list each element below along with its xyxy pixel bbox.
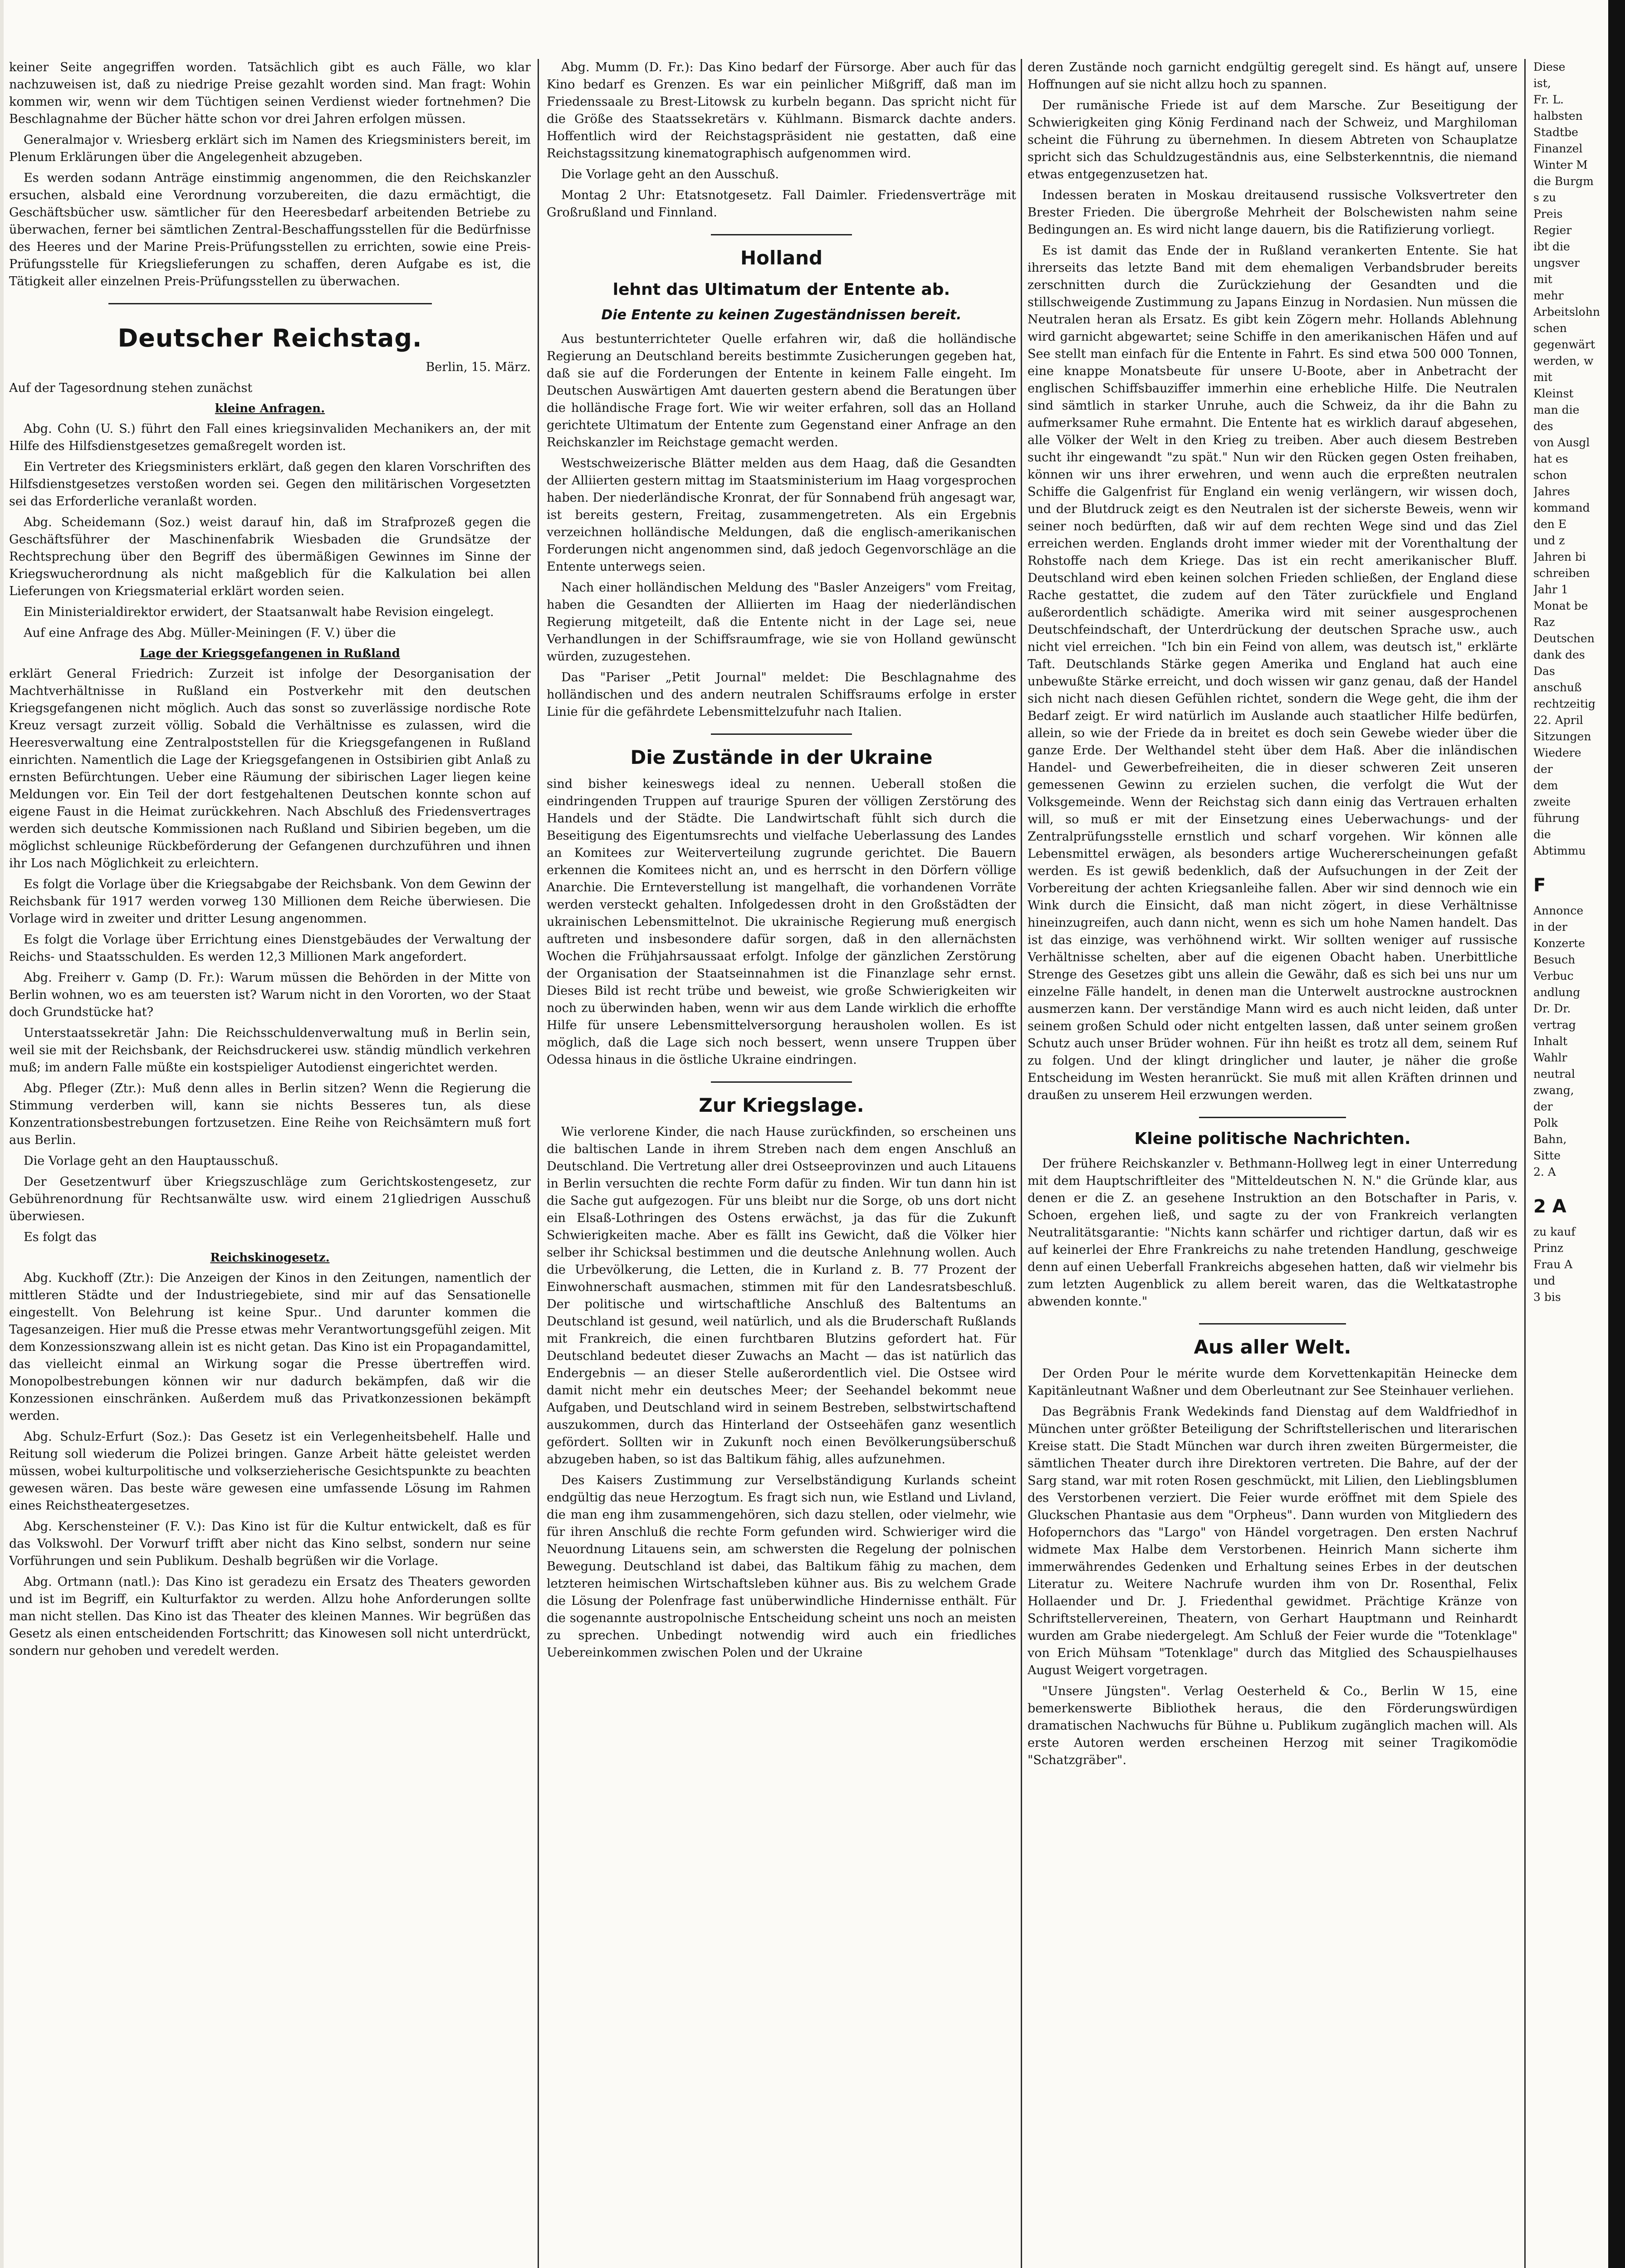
paragraph: Der rumänische Friede ist auf dem Marsche. Zur Beseitigung der Schwierigkeiten ging König Ferdinand nach der Schweiz, und Marghiloman scheint die Führung zu übernehmen. In diesem Abtreten von Schauplatze spricht sich das Schuldzugeständnis aus, eine Selbsterkenntnis, die niemand etwas entgegenzusetzen hat. (1028, 98, 1517, 181)
reichstag-body-2 (9, 665, 531, 1246)
cropped-text-line: Preis (1533, 207, 1563, 220)
cropped-text-line: Polk (1533, 1116, 1558, 1129)
paragraph: Unterstaatssekretär Jahn: Die Reichsschuldenverwaltung muß in Berlin sein, weil sie mit der Reichsbank, der Reichsdruckerei usw. ständig mündlich verkehren muß; im andern Falle müßte ein kostspieliger Autodienst eingerichtet werden. (9, 1026, 531, 1075)
cropped-text-line: Fr. L. (1533, 93, 1564, 106)
cropped-text-line: Frau A (1533, 1258, 1573, 1271)
cropped-text-line: des (1533, 420, 1553, 433)
reichstag-headline: Deutscher Reichstag. (117, 324, 422, 352)
cropped-text-line: Wahlr (1533, 1051, 1567, 1064)
column-c (1028, 59, 1517, 2268)
section-divider (711, 234, 852, 235)
paragraph: Abg. Ortmann (natl.): Das Kino ist geradezu ein Ersatz des Theaters geworden und ist im Begriff, ein Kulturfaktor zu werden. Allzu hohe Anforderungen sollte man nicht stellen. Das Kino ist das Theater des kleinen Mannes. Wir begrüßen das Gesetz als einen entscheidenden Fortschritt; das Kinowesen soll nicht unterdrückt, sondern nur gehoben und veredelt werden. (9, 1575, 531, 1658)
paragraph: Generalmajor v. Wriesberg erklärt sich im Namen des Kriegsministers bereit, im Plenum Erklärungen über die Angelegenheit abzugeben. (9, 133, 531, 164)
reichstag-agenda: Auf der Tagesordnung stehen zunächst (9, 381, 253, 395)
paragraph: Es folgt das (24, 1230, 97, 1244)
cropped-text-line: Dr. Dr. (1533, 1002, 1571, 1015)
cropped-text-line: Raz (1533, 616, 1555, 629)
cropped-text-line: Konzerte (1533, 937, 1585, 950)
cropped-text-line: gegenwärt (1533, 338, 1595, 351)
holland-tagline: Die Entente zu keinen Zugeständnissen bereit. (601, 307, 962, 323)
cropped-text-line: Winter M (1533, 158, 1588, 171)
cropped-text-line: halbsten (1533, 109, 1583, 122)
paragraph: Ein Ministerialdirektor erwidert, der Staatsanwalt habe Revision eingelegt. (24, 605, 494, 619)
holland-subheadline: lehnt das Ultimatum der Entente ab. (612, 280, 950, 299)
cropped-heading: F (1533, 875, 1546, 896)
cropped-text-line: Kleinst (1533, 387, 1574, 400)
paragraph: Abg. Cohn (U. S.) führt den Fall eines kriegsinvaliden Mechanikers an, der mit Hilfe des Hilfsdienstgesetzes gemaßregelt worden ist. (9, 422, 531, 453)
cropped-text-line: Finanzel (1533, 142, 1583, 155)
paragraph: Nach einer holländischen Meldung des "Basler Anzeigers" vom Freitag, haben die Gesandten der Alliierten im Haag der niederländischen Regierung mitgeteilt, daß die Entente nicht in der Lage sei, neue Verhandlungen in der Schiffsraumfrage, wie sie von Holland gewünscht würden, zuzugestehen. (547, 581, 1016, 664)
cropped-text-line: 2. A (1533, 1165, 1556, 1178)
cropped-text-line: Das (1533, 665, 1555, 678)
kriegslage-headline: Zur Kriegslage. (699, 1094, 864, 1116)
cropped-text-line: Annonce (1533, 904, 1584, 917)
cropped-text-line: andlung (1533, 986, 1581, 999)
cropped-text-line: Verbuc (1533, 969, 1574, 982)
scan-edge-shadow (1608, 0, 1625, 2268)
ukraine-headline: Die Zustände in der Ukraine (630, 746, 933, 768)
cropped-text-line: werden, w (1533, 354, 1594, 367)
cropped-text-line: Monat be (1533, 599, 1588, 612)
column-a-intro (9, 59, 531, 290)
paragraph: Abg. Kerschensteiner (F. V.): Das Kino ist für die Kultur entwickelt, daß es für das Volkswohl. Der Vorwurf trifft aber nicht das Kino selbst, sondern nur seine Vorführungen und sein Publikum. Deshalb begrüßen wir die Vorlage. (9, 1520, 531, 1568)
section-divider (1199, 1117, 1346, 1118)
column-b (547, 59, 1016, 2268)
cropped-text-line: Bahn, (1533, 1133, 1567, 1146)
cropped-text-line: vertrag (1533, 1018, 1576, 1031)
cropped-text-line: und z (1533, 534, 1565, 547)
cropped-text-line: zweite (1533, 795, 1571, 808)
section-divider (1199, 1323, 1346, 1325)
cropped-text-line: Arbeitslohn (1533, 305, 1600, 318)
cropped-text-line: Prinz (1533, 1242, 1564, 1255)
paragraph: deren Zustände noch garnicht endgültig geregelt sind. Es hängt auf, unsere Hoffnungen auf sie nicht allzu hoch zu spannen. (1028, 60, 1517, 92)
column-rule (1524, 59, 1526, 2268)
paragraph: Abg. Freiherr v. Gamp (D. Fr.): Warum müssen die Behörden in der Mitte von Berlin wohnen, wo es am teuersten ist? Warum nicht in den Vororten, wo der Staat doch Grundstücke hat? (9, 971, 531, 1019)
cropped-text-line: Sitzungen (1533, 730, 1591, 743)
cropped-text-line: man die (1533, 403, 1580, 416)
cropped-text-line: den E (1533, 518, 1567, 531)
reichstag-dateline: Berlin, 15. März. (426, 360, 531, 374)
paragraph: Der Orden Pour le mérite wurde dem Korvettenkapitän Heinecke dem Kapitänleutnant Waßner und dem Oberleutnant zur See Steinhauer verliehen. (1028, 1367, 1517, 1398)
politik-headline: Kleine politische Nachrichten. (1134, 1129, 1411, 1148)
column-c-intro (1028, 59, 1517, 1104)
paragraph: Abg. Pfleger (Ztr.): Muß denn alles in Berlin sitzen? Wenn die Regierung die Stimmung verderben will, kann sie nichts Besseres tun, als diese Konzentrationsbestrebungen fortzusetzen. Eine Reihe von Reichsämtern muß fort aus Berlin. (9, 1081, 531, 1147)
cropped-text-line: mehr (1533, 289, 1564, 302)
cropped-text-line: ibt die (1533, 240, 1570, 253)
cropped-text-line: ungsver (1533, 256, 1580, 269)
cropped-text-line: mit (1533, 273, 1552, 286)
cropped-text-line: dem (1533, 779, 1558, 792)
cropped-text-line: Besuch (1533, 953, 1576, 966)
column-rule (1021, 59, 1022, 2268)
paragraph: Die Vorlage geht an den Ausschuß. (561, 167, 779, 181)
cropped-text-line: von Ausgl (1533, 436, 1590, 449)
paragraph: Ein Vertreter des Kriegsministers erklärt, daß gegen den klaren Vorschriften des Hilfsdienstgesetzes verstoßen worden sei. Gegen den militärischen Vorgesetzten sei das Erforderliche veranlaßt worden. (9, 460, 531, 508)
cropped-heading: 2 A (1533, 1196, 1566, 1217)
paragraph: Abg. Scheidemann (Soz.) weist darauf hin, daß im Strafprozeß gegen die Geschäftsführer der Maschinenfabrik Wiesbaden die Grundsätze der Rechtsprechung über den Begriff des übermäßigen Gewinnes im Sinne der Kriegswucherordnung als nicht maßgeblich für die Kalkulation bei allen Lieferungen von Kriegsmaterial erklärt worden seien. (9, 515, 531, 598)
reichstag-body-3 (9, 1270, 531, 1660)
welt-body (1028, 1365, 1517, 1769)
cropped-text-line: Jahren bi (1533, 550, 1586, 563)
paragraph: Des Kaisers Zustimmung zur Verselbständigung Kurlands scheint endgültig das neue Herzogtum. Es fragt sich nun, wie Estland und Livland, die man eng ihm zusammengehören, sich dazu stellen, oder vielmehr, wie für ihren Anschluß die rechte Form gefunden wird. Schwieriger wird die Neuordnung Litauens sein, am schwersten die Regelung der polnischen Bewegung. Deutschland ist dabei, das Baltikum fähig zu machen, dem letzteren heimischen Wirtschaftsleben kühner aus. Bis zu welchem Grade die Lösung der Polenfrage fast unüberwindliche Hindernisse enthält. Für die sogenannte austropolnische Entscheidung scheint uns noch an meisten zu sprechen. Unbedingt notwendig wird auch ein friedliches Uebereinkommen zwischen Polen und der Ukraine (547, 1473, 1016, 1660)
cropped-text-line: neutral (1533, 1067, 1575, 1080)
cropped-text-line: in der (1533, 920, 1567, 934)
reichstag-rubric: kleine Anfragen. (215, 402, 325, 415)
cropped-text-line: dank des (1533, 648, 1585, 661)
holland-body (547, 331, 1016, 721)
cropped-text-line: schen (1533, 322, 1567, 335)
cropped-text-line: 3 bis (1533, 1290, 1561, 1304)
cropped-text-line: der (1533, 1100, 1553, 1113)
reichstag-rubric-3: Reichskinogesetz. (210, 1251, 330, 1265)
cropped-text-line: ist, (1533, 77, 1551, 90)
cropped-text-line: s zu (1533, 191, 1556, 204)
paragraph: Auf eine Anfrage des Abg. Müller-Meiningen (F. V.) über die (24, 626, 396, 640)
cropped-text-line: anschuß (1533, 681, 1582, 694)
cropped-text-line: zu kauf (1533, 1225, 1576, 1238)
paragraph: Westschweizerische Blätter melden aus dem Haag, daß die Gesandten der Alliierten gestern mittag im Staatsministerium im Haag vorgesprochen haben. Der niederländische Kronrat, der für Sonnabend früh angesagt war, ist bereits gestern, Freitag, zusammengetreten. Als ein Ergebnis verzeichnen holländische Meldungen, daß die englisch-amerikanischen Forderungen nicht angenommen sind, daß jedoch Gegenvorschläge an die Entente unterwegs seien. (547, 456, 1016, 574)
cropped-text-line: Deutschen (1533, 632, 1595, 645)
cropped-text-line: mit (1533, 371, 1552, 384)
paragraph: "Unsere Jüngsten". Verlag Oesterheld & Co., Berlin W 15, eine bemerkenswerte Bibliothek heraus, die den Förderungswürdigen dramatischen Nachwuchs für Bühne u. Publikum zugänglich machen will. Als erste Autoren werden erscheinen Herzog mit seiner Tragikomödie "Schatzgräber". (1028, 1684, 1517, 1767)
cropped-text-line: Sitte (1533, 1149, 1561, 1162)
section-divider (711, 1081, 852, 1083)
cropped-text-line: zwang, (1533, 1084, 1574, 1097)
reichstag-rubric-2: Lage der Kriegsgefangenen in Rußland (140, 647, 400, 660)
paragraph: Es werden sodann Anträge einstimmig angenommen, die den Reichskanzler ersuchen, alsbald eine Verordnung vorzubereiten, die dazu ermächtigt, die Geschäftsbücher usw. sämtlicher für den Heeresbedarf arbeitenden Betriebe zu überwachen, ferner bei sämtlichen Zentral-Beschaffungsstellen für die Bedürfnisse des Heeres und der Marine Preis-Prüfungsstellen zu errichten, sowie eine Preis-Prüfungsstelle für Kriegslieferungen zu schaffen, deren Aufgabe es ist, die Tätigkeit aller einzelnen Preis-Prüfungsstellen zu überwachen. (9, 171, 531, 288)
cropped-text-line: hat es (1533, 452, 1568, 465)
cropped-text-line: führung (1533, 811, 1580, 825)
paragraph: Die Vorlage geht an den Hauptausschuß. (24, 1154, 279, 1168)
paragraph: sind bisher keineswegs ideal zu nennen. Ueberall stoßen die eindringenden Truppen auf traurige Spuren der völligen Zerstörung des Handels und der Städte. Die Landwirtschaft fühlt sich durch die Beseitigung des Eigentumsrechts und vielfache Ueberlassung des Landes an Komitees zur Weiterverteilung zugrunde gerichtet. Die Bauern erkennen die Komitees nicht an, und es herrscht in den Dörfern völlige Anarchie. Die Ernteverstellung ist mangelhaft, die vorhandenen Vorräte werden versteckt gehalten. Infolgedessen droht in den Großstädten der ukrainischen Lebensmittelnot. Die ukrainische Regierung muß energisch auftreten und insbesondere dafür sorgen, daß in den allernächsten Wochen die Frühjahrsaussaat erfolgt. Infolge der gänzlichen Zerstörung der Organisation der Staatseinnahmen ist die Finanzlage sehr ernst. Dieses Bild ist recht trübe und beweist, wie große Schwierigkeiten wir noch zu überwinden haben, wenn wir aus dem Lande wirklich die erhoffte Hilfe für unsere Lebensmittelversorgung herausholen wollen. Es ist möglich, daß die Lage sich noch bessert, wenn unsere Truppen über Odessa hinaus in die östliche Ukraine eindringen. (547, 777, 1016, 1067)
welt-headline: Aus aller Welt. (1194, 1336, 1351, 1358)
cropped-text-line: Inhalt (1533, 1035, 1568, 1048)
paragraph: Aus bestunterrichteter Quelle erfahren wir, daß die holländische Regierung an Deutschland bereits bestimmte Zusicherungen gegeben hat, daß sie auf die Forderungen der Entente in keinem Falle eingeht. Im Deutschen Auswärtigen Amt dauerten gestern abend die Beratungen über die holländische Frage fort. Wie wir weiter erfahren, soll das an Holland gerichtete Ultimatum der Entente zum Gegenstand einer Anfrage an den Reichskanzler im Reichstage gemacht werden. (547, 332, 1016, 450)
cropped-text-line: kommand (1533, 501, 1590, 514)
cropped-text-line: Diese (1533, 60, 1566, 73)
paragraph: Es folgt die Vorlage über die Kriegsabgabe der Reichsbank. Von dem Gewinn der Reichsbank für 1917 werden vorweg 130 Millionen dem Reiche überwiesen. Die Vorlage wird in zweiter und dritter Lesung angenommen. (9, 877, 531, 926)
paragraph: Der frühere Reichskanzler v. Bethmann-Hollweg legt in einer Unterredung mit dem Hauptschriftleiter des "Mitteldeutschen N. N." die Gründe klar, aus denen er die Z. an gesehene Instruktion an den Botschafter in Paris, v. Schoen, ergehen ließ, und sagte zu der von Frankreich verlangten Neutralitätsgarantie: "Nichts kann schärfer und richtiger dartun, daß wir es auf keinerlei der Ehre Frankreichs zu nahe tretenden Handlung, geschweige denn auf einen Ueberfall Frankreichs abgesehen hatten, daß wir vielmehr bis zum letzten Augenblick zu allem bereit waren, das die Weltkatastrophe abwenden konnte." (1028, 1157, 1517, 1309)
cropped-text-line: Abtimmu (1533, 844, 1586, 857)
cropped-text-line: schon (1533, 469, 1567, 482)
column-b-intro (547, 59, 1016, 221)
paragraph: Montag 2 Uhr: Etatsnotgesetz. Fall Daimler. Friedensverträge mit Großrußland und Finnland. (547, 188, 1016, 220)
column-a (9, 59, 531, 2268)
paragraph: Das "Pariser „Petit Journal" meldet: Die Beschlagnahme des holländischen und des andern neutralen Schiffsraums erfolge in erster Linie für die gefährdete Lebensmittelzufuhr nach Italien. (547, 670, 1016, 719)
paragraph: Abg. Mumm (D. Fr.): Das Kino bedarf der Fürsorge. Aber auch für das Kino bedarf es Grenzen. Es war ein peinlicher Mißgriff, daß man im Friedenssaale zu Brest-Litowsk zu kurbeln begann. Das spricht nicht für die Größe des Staatssekretärs v. Kühlmann. Bismarck dachte anders. Hoffentlich wird der Reichstagspräsident nie gestatten, daß eine Reichstagssitzung kinematographisch aufgenommen wird. (547, 60, 1016, 161)
cropped-text-line: Wiedere (1533, 746, 1581, 759)
ukraine-body (547, 776, 1016, 1069)
cropped-text-line: Jahr 1 (1533, 583, 1568, 596)
cropped-text-line: der (1533, 763, 1553, 776)
cropped-text-line: die Burgm (1533, 175, 1594, 188)
paragraph: Es ist damit das Ende der in Rußland verankerten Entente. Sie hat ihrerseits das letzte Band mit dem ehemaligen Verbandsbruder bereits zerschnitten durch die Zurückziehung der Gesandten und die stillschweigende Zustimmung zu Japans Einzug in Nordasien. Nun müssen die Neutralen heran als Ersatz. Es gibt kein Zögern mehr. Hollands Ablehnung wird garnicht abgewartet; seine Schiffe in den amerikanischen Häfen und auf See stellt man einfach für die Entente in Fahrt. Es sind etwa 500 000 Tonnen, eine knappe Monatsbeute für unsere U-Boote, aber in Anbetracht der englischen Schiffsbauziffer immerhin eine erhebliche Hilfe. Die Neutralen sind sämtlich in starker Unruhe, auch die Schweiz, da ihr die Bahn zu aufmerksamer Ruhe ermahnt. Die Entente hat es wirklich darauf abgesehen, alle Völker der Welt in den Krieg zu treiben. Aber auch diesem Bestreben sucht ihr eingewandt "zu spät." Nun wir den Rücken gegen Osten freihaben, können wir uns ihrer erwehren, und wenn auch die erpreßten neutralen Schiffe die Galgenfrist für England ein wenig verlängern, wir wissen doch, und der Blutdruck zeigt es den Neutralen ist der sicherste Beweis, wenn wir seiner noch bedürften, daß wir auf dem rechten Wege sind und das Ziel erreichen werden. Englands droht immer wieder mit der Vorenthaltung der Rohstoffe nach dem Kriege. Das ist ein recht amerikanischer Bluff. Deutschland wird eben keinen solchen Frieden schließen, der England diese Rache gestattet, die zudem auf den Täter zurückfiele und England außerordentlich schädigte. Amerika wird mit seiner ausgesprochenen Deutschfeindschaft, der Unterdrückung der deutschen Sprache usw., auch nicht viel erreichen. "Ich bin ein Feind von allem, was deutsch ist," erklärte Taft. Deutschlands Stärke gegen Amerika und England hat auch eine unbewußte Stärke erreicht, und doch wissen wir ganz genau, daß der Handel sich nicht nach diesen Gefühlen richtet, sondern die Wege geht, die ihm der Bedarf zeigt. Er wird natürlich im Auslande auch staatlicher Hilfe bedürfen, allein, so wie der Friede da in breitet es doch sein Gewebe wieder über die ganze Erde. Der Welthandel steht über dem Haß. Aber die inländischen Handel- und Gewerbefreiheiten, die in dieser schweren Zeit unseren gemessenen Gewinn zu erzielen suchen, die verfolgt die Wut der Volksgemeinde. Wenn der Reichstag sich dann einig das Vertrauen erhalten will, so muß er mit der Einsetzung eines Ueberwachungs- und der Zentralprüfungsstelle ernstlich und scharf vorgehen. Wir können alle Lebensmittel erwägen, als besonders artige Wuchererscheinungen gefaßt werden. Es ist gewiß bedenklich, daß der Aufsuchungen in der Zeit der Vorbereitung der achten Kriegsanleihe fallen. Aber wir sind dennoch wie ein Wink durch die Einsicht, daß man nicht zögert, in diese Verhältnisse hineinzugreifen, auch dann nicht, wenn es sich um hohe Namen handelt. Das ist das einzige, was verhöhnend wirkt. Wir sollten weniger auf russische Verhältnisse schelten, aber auf die eigenen Obacht haben. Unerbittliche Strenge des Gesetzes gibt uns allein die Gewähr, daß es sich bei uns nur um einzelne Fälle handelt, in denen man die Unterwelt austrockne austrocknen ausmerzen kann. Der verständige Mann wird es auch nicht leiden, daß unter seinem großen Schuld oder nicht entgelten lassen, daß unter seinem großen Schutz auch unser Brüder wohnen. Für ihn heißt es trotz all dem, seinem Ruf zu folgen. Und der klingt dringlicher und lauter, je näher die große Entscheidung im Westen heranrückt. Sie muß mit allen Kräften drinnen und draußen zu unserem Heil erzwungen werden. (1028, 244, 1517, 1102)
cropped-text-line: schreiben (1533, 567, 1590, 580)
paragraph: erklärt General Friedrich: Zurzeit ist infolge der Desorganisation der Machtverhältnisse in Rußland ein Postverkehr mit den deutschen Kriegsgefangenen nicht möglich. Auch das sonst so zuverlässige nordische Rote Kreuz versagt zurzeit völlig. Sobald die Verhältnisse es zulassen, wird die Heeresverwaltung eine Zentralpoststellen für die Kriegsgefangenen in Rußland einrichten. Namentlich die Lage der Kriegsgefangenen in Ostsibirien gibt Anlaß zu ernsten Befürchtungen. Ueber eine Räumung der sibirischen Lager liegen keine Meldungen vor. Ein Teil der dort festgehaltenen Deutschen konnte schon auf eigene Faust in die Heimat zurückkehren. Nach Abschluß des Friedensvertrages werden sich deutsche Kommissionen nach Rußland und Sibirien begeben, um die möglichst schleunige Rückbeförderung der Gefangenen durchzuführen und ihnen ihr Los nach Möglichkeit zu erleichtern. (9, 667, 531, 870)
cropped-text-line: Stadtbe (1533, 126, 1578, 139)
paragraph: Wie verlorene Kinder, die nach Hause zurückfinden, so erscheinen uns die baltischen Lande in ihrem Streben nach dem engen Anschluß an Deutschland. Die Vertretung aller drei Ostseeprovinzen und auch Litauens in Berlin versuchten die rechte Form dafür zu finden. Wir tun dann hin ist die Sache gut aufgezogen. Für uns bleibt nur die Sorge, ob uns dort nicht ein Elsaß-Lothringen des Ostens erwächst, ja das für die Zukunft Schwierigkeiten mache. Aber es fällt ins Gewicht, daß die Völker hier selber ihr Schicksal bestimmen und die deutsche Anlehnung wollen. Auch die Urbevölkerung, die Letten, die in Kurland z. B. 77 Prozent der Einwohnerschaft ausmachen, stimmen mit für den Landesratsbeschluß. Der politische und wirtschaftliche Anschluß des Baltentums an Deutschland ist gesund, weil natürlich, und als die Bruderschaft Rußlands mit Frankreich, die einen furchtbaren Blutzins gefordert hat. Für Deutschland bedeutet dieser Zuwachs an Macht — das ist natürlich das Endergebnis — an dieser Stelle außerordentlich viel. Die Ostsee wird damit nicht mehr ein deutsches Meer; der Seehandel bekommt neue Aufgaben, und Deutschland wird in seinem Bestreben, selbstwirtschaftend auszukommen, durch das Hinterland der Ostseehäfen ganz wesentlich gefördert. Sollten wir in Zukunft noch einen Bevölkerungsüberschuß abzugeben haben, so ist das Baltikum fähig, alles aufzunehmen. (547, 1125, 1016, 1466)
politik-body (1028, 1155, 1517, 1310)
paragraph: Indessen beraten in Moskau dreitausend russische Volksvertreter den Brester Frieden. Die übergroße Mehrheit der Bolschewisten nahm seine Bedingungen an. Es wird nicht lange dauern, bis die Ratifizierung vorliegt. (1028, 188, 1517, 237)
cropped-text-line: Regier (1533, 224, 1572, 237)
holland-headline: Holland (740, 247, 823, 269)
paragraph: Abg. Schulz-Erfurt (Soz.): Das Gesetz ist ein Verlegenheitsbehelf. Halle und Reitung soll wiederum die Polizei bringen. Ganze Arbeit hätte geleistet werden müssen, wobei kulturpolitische und volkserzieherische Gesichtspunkte zu beachten gewesen wären. Das beste wäre gewesen eine umfassende Lösung im Rahmen eines Reichstheatergesetzes. (9, 1430, 531, 1513)
cropped-text-line: Jahres (1533, 485, 1570, 498)
paragraph: keiner Seite angegriffen worden. Tatsächlich gibt es auch Fälle, wo klar nachzuweisen ist, daß zu niedrige Preise gezahlt worden sind. Man fragt: Wohin kommen wir, wenn wir dem Tüchtigen seinen Verdienst wieder fortnehmen? Die Beschlagnahme der Bücher hätte schon vor drei Jahren erfolgen müssen. (9, 60, 531, 126)
section-divider (108, 303, 432, 304)
cropped-text-line: rechtzeitig (1533, 697, 1596, 710)
reichstag-body-1 (9, 420, 531, 642)
cropped-text-line: 22. April (1533, 714, 1583, 727)
paragraph: Der Gesetzentwurf über Kriegszuschläge zum Gerichtskostengesetz, zur Gebührenordnung für Rechtsanwälte usw. wird einem 21gliedrigen Ausschuß überwiesen. (9, 1175, 531, 1223)
column-rule (538, 59, 539, 2268)
section-divider (711, 733, 852, 735)
page-edge (0, 0, 4, 2268)
paragraph: Das Begräbnis Frank Wedekinds fand Dienstag auf dem Waldfriedhof in München unter größter Beteiligung der Schriftstellerischen und literarischen Kreise statt. Die Stadt München war durch ihren zweiten Bürgermeister, die sämtlichen Theater durch ihre Direktoren vertreten. Die Bahre, auf der der Sarg stand, war mit roten Rosen geschmückt, mit Lilien, den Lieblingsblumen des Verstorbenen verziert. Die Feier wurde eröffnet mit dem Spiele des Gluckschen Phantasie aus dem "Orpheus". Dann wurden von Mitgliedern des Hofopernchors das "Largo" von Händel vorgetragen. Den ersten Nachruf widmete Max Halbe dem Verstorbenen. Heinrich Mann sicherte ihm immerwährendes Gedenken und Erhaltung seines Erbes in der deutschen Literatur zu. Weitere Nachrufe wurden ihm von Dr. Rosenthal, Felix Hollaender und Dr. J. Friedenthal gewidmet. Prächtige Kränze von Schriftstellervereinen, Theatern, von Gerhart Hauptmann und Reinhardt wurden am Grabe niedergelegt. Am Schluß der Feier wurde die "Totenklage" von Erich Mühsam "Totenklage" durch das Mitglied des Schauspielhauses August Weigert vorgetragen. (1028, 1405, 1517, 1677)
cropped-text-line: und (1533, 1274, 1556, 1287)
cropped-text-line: die (1533, 828, 1551, 841)
paragraph: Es folgt die Vorlage über Errichtung eines Dienstgebäudes der Verwaltung der Reichs- und Staatsschulden. Es werden 12,3 Millionen Mark angefordert. (9, 933, 531, 964)
paragraph: Abg. Kuckhoff (Ztr.): Die Anzeigen der Kinos in den Zeitungen, namentlich der mittleren Städte und der Industriegebiete, sind mir auf das Sensationelle eingestellt. Von Belehrung ist keine Spur.. Und darunter kommen die Tagesanzeigen. Hier muß die Presse etwas mehr Verantwortungsgefühl zeigen. Mit dem Konzessionszwang allein ist es nicht getan. Das Kino ist ein Propagandamittel, das vielleicht einmal an Wirkung sogar die Presse übertreffen wird. Monopolbestrebungen können wir nur dadurch bekämpfen, daß wir die Konzessionen einschränken. Außerdem muß das Privatkonzessionen bekämpft werden. (9, 1271, 531, 1423)
kriegslage-body (547, 1124, 1016, 1662)
